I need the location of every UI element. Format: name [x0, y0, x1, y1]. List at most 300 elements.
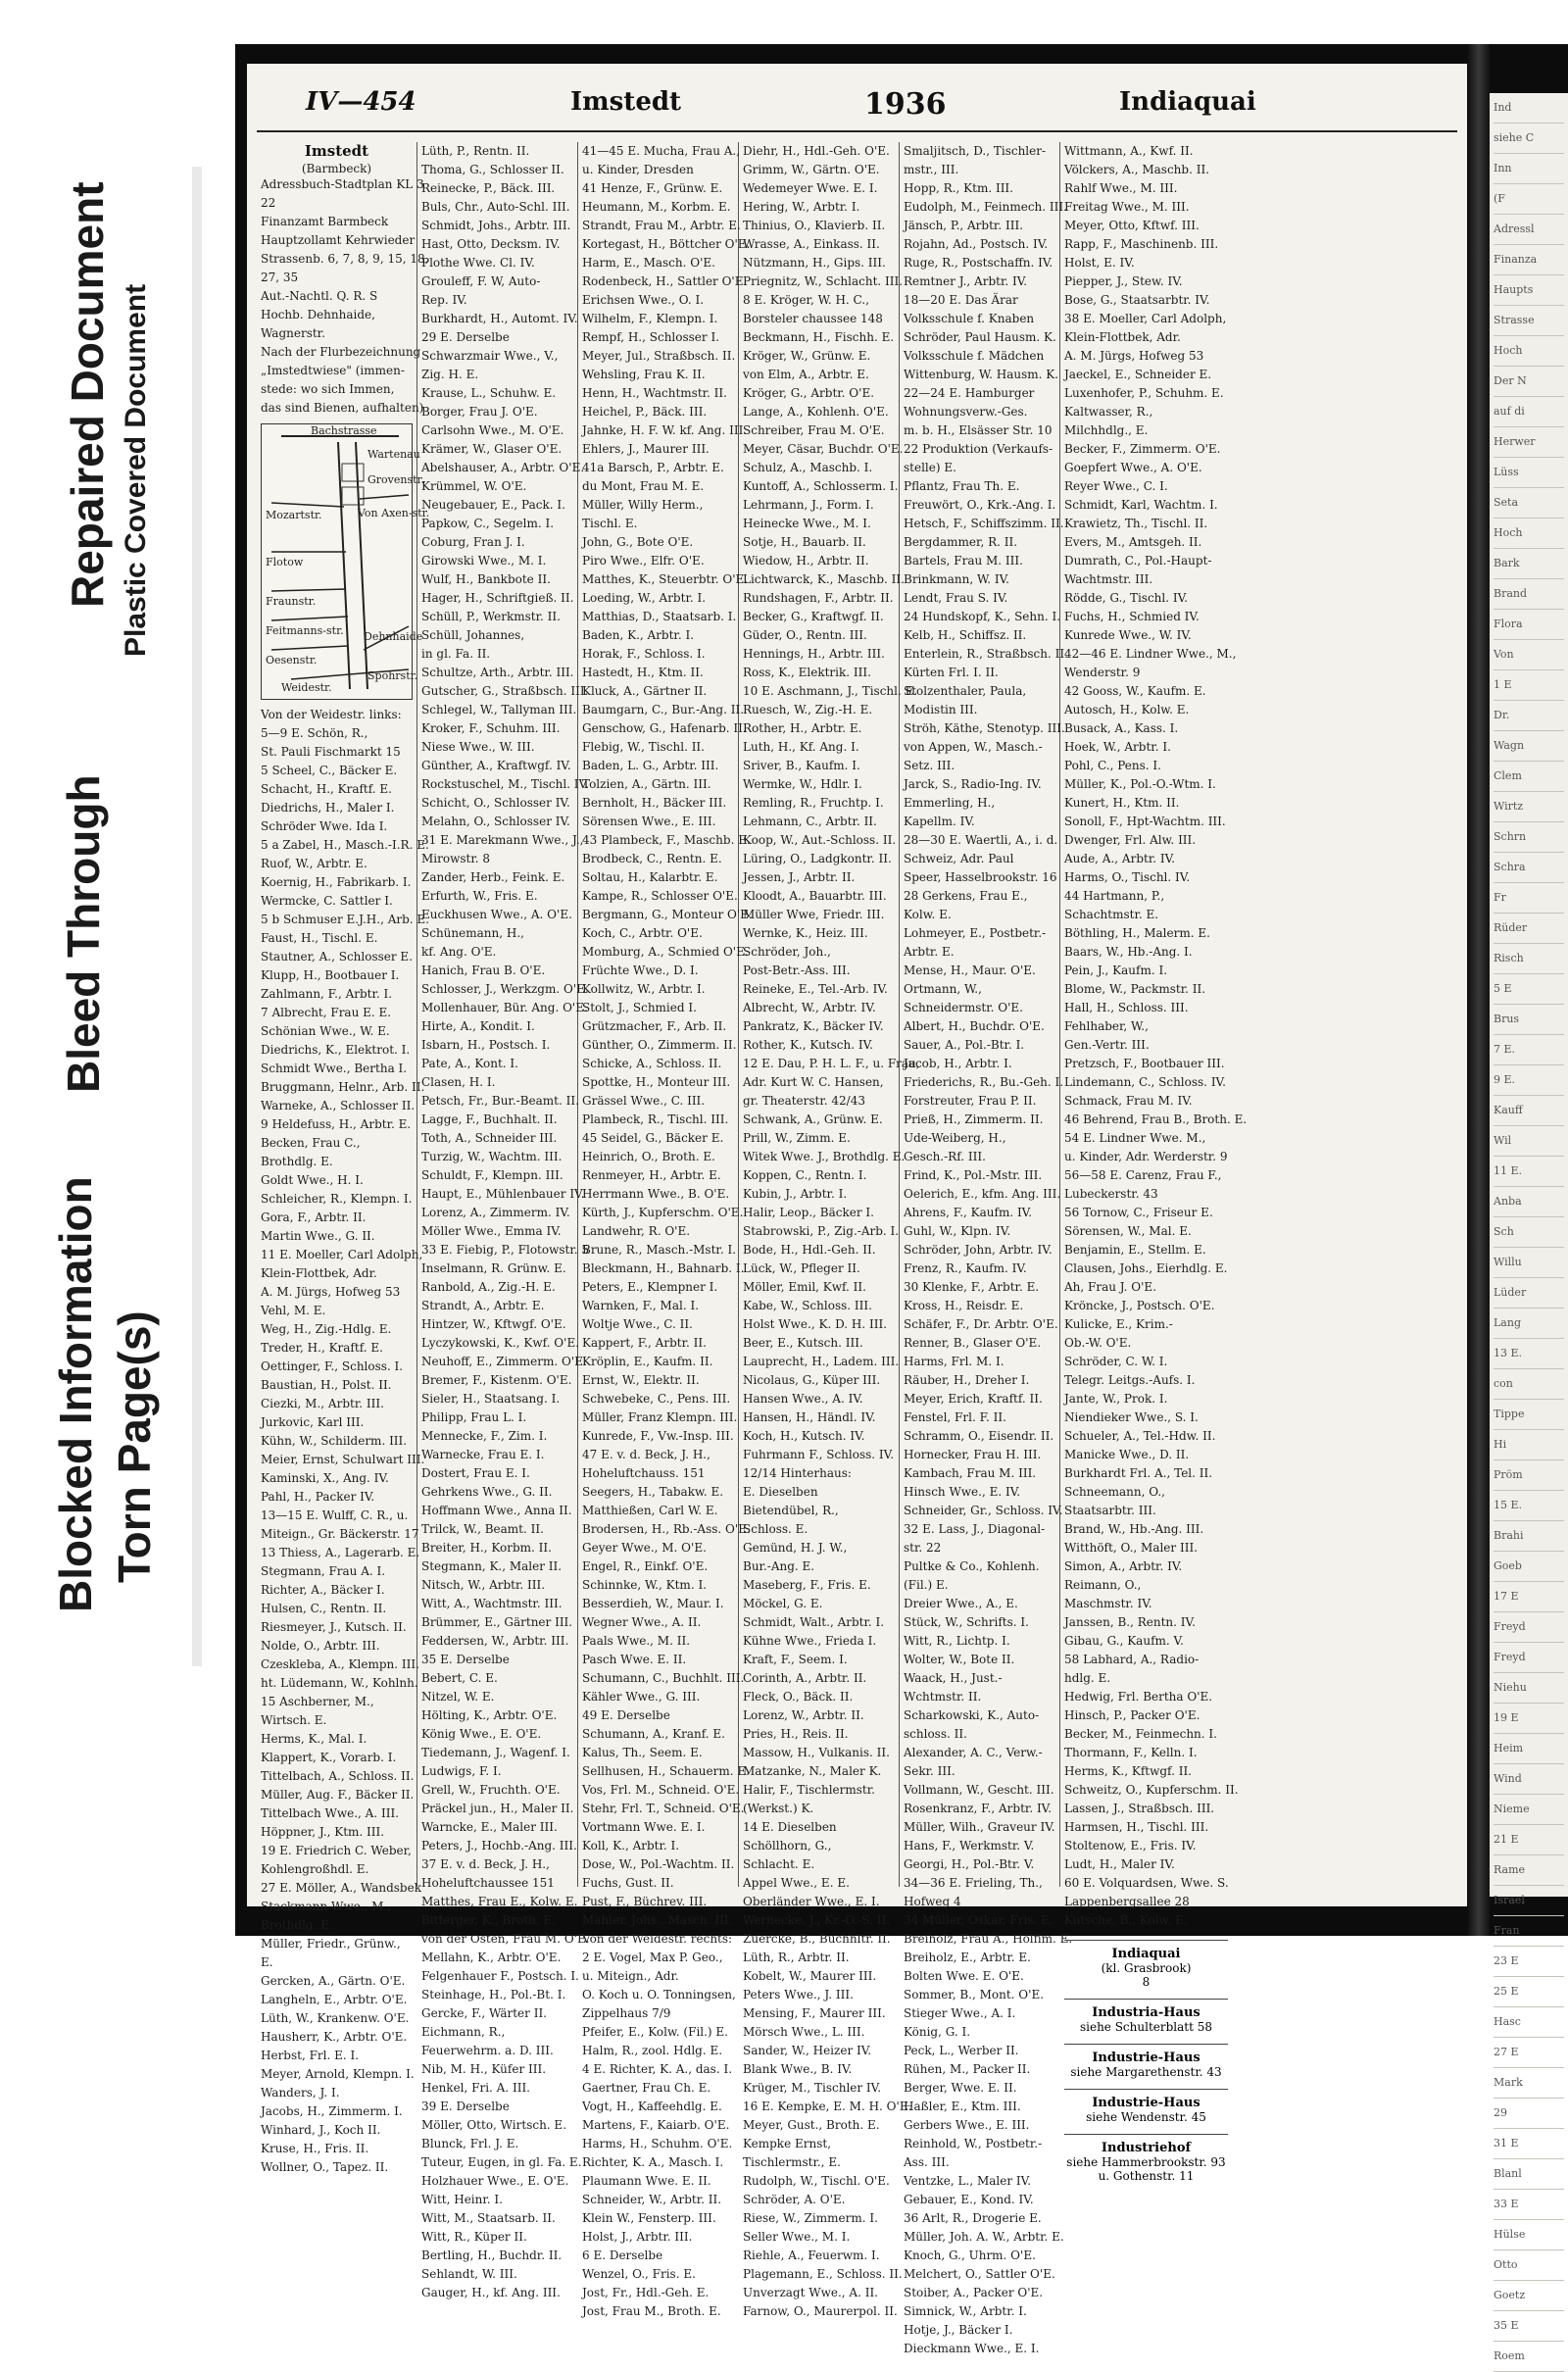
directory-entry: Arbtr. E. [904, 945, 955, 959]
directory-entry: Schultze, Arth., Arbtr. III. [421, 666, 574, 679]
next-page-fragment: Tippe [1494, 1400, 1564, 1430]
directory-entry: Witek Wwe. J., Brothdlg. E. [743, 1150, 906, 1163]
next-page-fragment: Blanl [1494, 2159, 1564, 2190]
directory-entry: Simon, A., Arbtr. IV. [1064, 1559, 1183, 1573]
directory-entry: mstr., III. [904, 163, 959, 176]
directory-entry: Carlsohn Wwe., M. O'E. [421, 423, 564, 437]
directory-entry: Meyer, Cäsar, Buchdr. O'E. [743, 442, 904, 456]
directory-entry: Stieger Wwe., A. I. [904, 2006, 1016, 2020]
directory-entry: Bergmann, G., Monteur O'E. [582, 908, 753, 921]
directory-entry: Freuwört, O., Krk.-Ang. I. [904, 498, 1056, 512]
directory-entry: Wehsling, Frau K. II. [582, 368, 706, 381]
directory-entry: Feddersen, W., Arbtr. III. [421, 1634, 569, 1648]
directory-entry: Hoffmann Wwe., Anna II. [421, 1504, 572, 1517]
directory-entry: Mahler, Johs., Masch. III. [582, 1913, 733, 1927]
directory-entry: 42 Gooss, W., Kaufm. E. [1064, 684, 1206, 698]
directory-entry: Heumann, M., Korbm. E. [582, 200, 731, 214]
directory-entry: Fuchs, Gust. II. [582, 1876, 674, 1890]
directory-entry: Erfurth, W., Fris. E. [421, 889, 538, 903]
directory-entry: Clasen, H. I. [421, 1075, 496, 1089]
directory-entry: Hetsch, F., Schiffszimm. II. [904, 517, 1064, 530]
directory-entry: Stautner, A., Schlosser E. [261, 950, 414, 964]
directory-entry: Sieler, H., Staatsang. I. [421, 1392, 561, 1406]
directory-entry: Jost, Fr., Hdl.-Geh. E. [582, 2286, 710, 2299]
directory-entry: Dwenger, Frl. Alw. III. [1064, 833, 1197, 847]
street-entries [261, 706, 429, 2177]
next-page-fragment: Clem [1494, 762, 1564, 792]
directory-entry: Kross, H., Reisdr. E. [904, 1299, 1024, 1312]
index-sub: siehe Wendenstr. 45 [1086, 2110, 1206, 2124]
directory-entry: Holst, J., Arbtr. III. [582, 2230, 693, 2244]
directory-entry: 5 Scheel, C., Bäcker E. [261, 764, 398, 777]
directory-entry: 18—20 E. Das Ärar [904, 293, 1018, 307]
tag-blocked-information: Blocked Information [50, 1176, 101, 1612]
column-1 [257, 142, 430, 2174]
directory-entry: Wirtsch. E. [261, 1713, 327, 1727]
directory-entry: Müller, Wilh., Graveur IV. [904, 1820, 1055, 1834]
info-line: stede: wo sich Immen, [261, 382, 395, 396]
directory-entry: Rödde, G., Tischl. IV. [1064, 591, 1188, 605]
directory-entry: Tuteur, Eugen, in gl. Fa. E. [421, 2155, 582, 2169]
directory-entry: Genschow, G., Hafenarb. II. [582, 721, 747, 735]
directory-entry: Lagge, F., Buchhalt. II. [421, 1112, 558, 1126]
directory-entry: 8 E. Kröger, W. H. C., [743, 293, 869, 307]
directory-entry: Stoiber, A., Packer O'E. [904, 2286, 1044, 2299]
next-page-fragment: Freyd [1494, 1643, 1564, 1673]
directory-entry: Tischlermstr., E. [743, 2155, 841, 2169]
directory-entry: Schueler, A., Tel.-Hdw. II. [1064, 1429, 1216, 1443]
directory-entry: Rundshagen, F., Arbtr. II. [743, 591, 894, 605]
directory-entry: Eichmann, R., [421, 2025, 506, 2039]
directory-entry: Sörensen, W., Mal. E. [1064, 1224, 1192, 1238]
directory-entry: Müller, K., Pol.-O.-Wtm. I. [1064, 777, 1216, 791]
next-page-fragment: Dr. [1494, 701, 1564, 731]
directory-entry: Oberländer Wwe., E. I. [743, 1895, 880, 1908]
directory-entry: Stück, W., Schrifts. I. [904, 1615, 1029, 1629]
directory-entry: Nitzel, W. E. [421, 1690, 495, 1704]
directory-entry: Zuercke, B., Buchhltr. II. [743, 1932, 891, 1946]
directory-entry: Thoma, G., Schlosser II. [421, 163, 564, 176]
directory-entry: Möller, Emil, Kwf. II. [743, 1280, 866, 1294]
directory-entry: 19 E. Friedrich C. Weber, [261, 1844, 412, 1857]
directory-entry: Vollmann, W., Gescht. III. [904, 1783, 1054, 1797]
directory-entry: Gerbers Wwe., E. III. [904, 2118, 1030, 2132]
directory-entry: Faust, H., Tischl. E. [261, 931, 378, 945]
map-label-feitmanns: Feitmanns-str. [266, 624, 344, 637]
info-line: Nach der Flurbezeichnung [261, 345, 421, 359]
directory-entry: Hölting, K., Arbtr. O'E. [421, 1708, 558, 1722]
directory-entry: Pries, H., Reis. II. [743, 1727, 849, 1741]
directory-entry: Lohmeyer, E., Postbetr.- [904, 926, 1047, 940]
directory-entry: Stolzenthaler, Paula, [904, 684, 1027, 698]
next-page-fragment: Otto [1494, 2250, 1564, 2281]
directory-entry: Vehl, M. E. [261, 1304, 326, 1317]
directory-entry: Witt, M., Staatsarb. II. [421, 2211, 556, 2225]
directory-entry: Rep. IV. [421, 293, 467, 307]
next-page-fragment: Roem [1494, 2342, 1564, 2372]
directory-entry: Zahlmann, F., Arbtr. I. [261, 987, 393, 1001]
directory-entry: Kulicke, E., Krim.- [1064, 1317, 1173, 1331]
directory-entry: Dreier Wwe., A., E. [904, 1597, 1018, 1610]
header-next-street: Indiaquai [1119, 87, 1256, 117]
directory-entry: Sellhusen, H., Schauerm. E. [582, 1764, 750, 1778]
directory-entry: Baumgarn, C., Bur.-Ang. II. [582, 703, 745, 717]
directory-entry: Lüring, O., Ladgkontr. II. [743, 852, 892, 865]
directory-entry: Schicht, O., Schlosser IV. [421, 796, 570, 810]
directory-entry: Setz. III. [904, 759, 956, 772]
directory-entry: Modistin III. [904, 703, 978, 717]
directory-entry: Philipp, Frau L. I. [421, 1410, 527, 1424]
directory-entry: Paals Wwe., M. II. [582, 1634, 691, 1648]
directory-entry: Reyer Wwe., C. I. [1064, 479, 1168, 493]
next-page-fragment: 27 E [1494, 2038, 1564, 2068]
directory-entry: Jost, Frau M., Broth. E. [582, 2304, 721, 2318]
directory-entry: Herms, K., Kftwgf. II. [1064, 1764, 1192, 1778]
directory-entry: Schwarzmair Wwe., V., [421, 349, 559, 363]
directory-entry: Matthias, D., Staatsarb. I. [582, 610, 737, 623]
directory-entry: Bebert, C. E. [421, 1671, 498, 1685]
directory-entry: Bolten Wwe. E. O'E. [904, 1969, 1024, 1983]
directory-entry: 36 Arlt, R., Drogerie E. [904, 2211, 1042, 2225]
directory-entry: Remling, R., Fruchtp. I. [743, 796, 884, 810]
directory-entry: Turzig, W., Wachtm. III. [421, 1150, 563, 1163]
directory-entry: 43 Plambeck, F., Maschb. E. [582, 833, 751, 847]
directory-entry: 56—58 E. Carenz, Frau F., [1064, 1168, 1222, 1182]
directory-entry: Henn, H., Wachtmstr. II. [582, 386, 727, 400]
directory-entry: Reinecke, P., Bäck. III. [421, 181, 556, 195]
directory-entry: Speer, Hasselbrookstr. 16 [904, 870, 1057, 884]
info-line: das sind Bienen, aufhalten) [261, 401, 424, 415]
directory-entry: Waack, H., Just.- [904, 1671, 1003, 1685]
directory-entry: Ruesch, W., Zig.-H. E. [743, 703, 873, 717]
index-title: Industrie-Haus [1092, 2096, 1200, 2110]
directory-entry: Kunrede, F., Vw.-Insp. III. [582, 1429, 734, 1443]
directory-entry: Krawietz, Th., Tischl. II. [1064, 517, 1208, 530]
directory-entry: Bartels, Frau M. III. [904, 554, 1023, 568]
tag-bleed-through: Bleed Through [58, 774, 109, 1093]
directory-entry: 15 Aschberner, M., [261, 1695, 374, 1708]
directory-entry: Herms, K., Mal. I. [261, 1732, 368, 1746]
next-page-fragment: Lüss [1494, 458, 1564, 488]
directory-entry: Rockstuschel, M., Tischl. IV. [421, 777, 589, 791]
directory-entry: Harms, Frl. M. I. [904, 1355, 1004, 1368]
directory-entry: Schulz, A., Maschb. I. [743, 461, 873, 474]
directory-entry: Gehrkens Wwe., G. II. [421, 1485, 553, 1499]
index-sub: siehe Hammerbrookstr. 93 u. Gothenstr. 11 [1066, 2155, 1226, 2183]
next-page-fragment: Hülse [1494, 2220, 1564, 2250]
directory-entry: Dose, W., Pol.-Wachtm. II. [582, 1857, 735, 1871]
directory-entry: Reimann, O., [1064, 1578, 1142, 1592]
directory-entry: Maschmstr. IV. [1064, 1597, 1152, 1610]
next-page-fragment: Niehu [1494, 1673, 1564, 1704]
directory-entry: Reineke, E., Tel.-Arb. IV. [743, 982, 888, 996]
directory-entry: Nützmann, H., Gips. III. [743, 256, 886, 270]
directory-entry: Coburg, Fran J. I. [421, 535, 525, 549]
directory-entry: von Appen, W., Masch.- [904, 740, 1043, 754]
directory-entry: Zippelhaus 7/9 [582, 2006, 671, 2020]
directory-entry: Gutscher, G., Straßbsch. III. [421, 684, 589, 698]
directory-entry: Matthes, K., Steuerbtr. O'E. [582, 572, 749, 586]
directory-entry: Schwank, A., Grünw. E. [743, 1112, 883, 1126]
info-line: Wagnerstr. [261, 326, 325, 340]
directory-entry: Gora, F., Arbtr. II. [261, 1211, 367, 1224]
directory-entry: u. Miteign., Adr. [582, 1969, 679, 1983]
directory-entry: Rother, K., Kutsch. IV. [743, 1038, 873, 1052]
directory-entry: Farnow, O., Maurerpol. II. [743, 2304, 898, 2318]
directory-entry: Lüth, P., Rentn. II. [421, 144, 530, 158]
directory-entry: Burkhardt Frl. A., Tel. II. [1064, 1466, 1213, 1480]
next-page-fragment: Pröm [1494, 1460, 1564, 1491]
directory-entry: A. M. Jürgs, Hofweg 53 [261, 1285, 401, 1299]
next-page-fragment: Brahi [1494, 1521, 1564, 1552]
directory-entry: Riese, W., Zimmerm. I. [743, 2211, 878, 2225]
next-page-fragment: Bark [1494, 549, 1564, 579]
directory-entry: m. b. H., Elsässer Str. 10 [904, 423, 1053, 437]
directory-entry: Harms, H., Schuhm. O'E. [582, 2137, 733, 2150]
directory-entry: Bertling, H., Buchdr. II. [421, 2248, 563, 2262]
directory-entry: Jarck, S., Radio-Ing. IV. [904, 777, 1042, 791]
directory-entry: Halm, R., zool. Hdlg. E. [582, 2044, 723, 2057]
directory-entry: 7 Albrecht, Frau E. E. [261, 1006, 392, 1019]
next-page-fragment: 21 E [1494, 1825, 1564, 1855]
directory-entry: Sehlandt, W. III. [421, 2267, 517, 2281]
directory-entry: Alexander, A. C., Verw.- [904, 1746, 1043, 1759]
directory-entry: Wernke, K., Heiz. III. [743, 926, 868, 940]
directory-entry: 41a Barsch, P., Arbtr. E. [582, 461, 724, 474]
directory-entry: Horak, F., Schloss. I. [582, 647, 706, 661]
directory-entry: Hotje, J., Bäcker I. [904, 2323, 1013, 2337]
index-sub: (kl. Grasbrook) [1101, 1961, 1192, 1975]
directory-entry: 9 Heldefuss, H., Arbtr. E. [261, 1117, 412, 1131]
directory-entry: Lauprecht, H., Ladem. III. [743, 1355, 900, 1368]
directory-entry: Bietendübel, R., [743, 1504, 839, 1517]
tag-torn-pages: Torn Page(s) [109, 1310, 160, 1583]
directory-entry: Buls, Chr., Auto-Schl. III. [421, 200, 570, 214]
directory-entry: Schinnke, W., Ktm. I. [582, 1578, 707, 1592]
directory-entry: Janssen, B., Rentn. IV. [1064, 1615, 1196, 1629]
directory-entry: Strandt, A., Arbtr. E. [421, 1299, 545, 1312]
directory-entry: Schneemann, O., [1064, 1485, 1165, 1499]
street-info [261, 175, 429, 418]
next-page-fragment: Der N [1494, 367, 1564, 397]
directory-entry: Höppner, J., Ktm. III. [261, 1825, 385, 1839]
directory-entry: Kohlengroßhdl. E. [261, 1862, 369, 1876]
directory-entry: Volksschule f. Knaben [904, 312, 1035, 325]
directory-entry: Räuber, H., Dreher I. [904, 1373, 1030, 1387]
directory-entry: Trilck, W., Beamt. II. [421, 1522, 544, 1536]
street-district: (Barmbeck) [301, 162, 372, 175]
directory-entry: Koppen, C., Rentn. I. [743, 1168, 867, 1182]
directory-entry: St. Pauli Fischmarkt 15 [261, 745, 401, 759]
directory-entry: Möller, Otto, Wirtsch. E. [421, 2118, 567, 2132]
directory-entry: Hopp, R., Ktm. III. [904, 181, 1013, 195]
directory-entry: Treder, H., Kraftf. E. [261, 1341, 383, 1355]
directory-entry: Nib, M. H., Küfer III. [421, 2062, 547, 2076]
directory-entry: u. Kinder, Dresden [582, 163, 694, 176]
directory-entry: Besserdieh, W., Maur. I. [582, 1597, 724, 1610]
directory-entry: Müller, Franz Klempn. III. [582, 1410, 738, 1424]
directory-entry: Rudolph, W., Tischl. O'E. [743, 2174, 890, 2188]
directory-entry: König, G. I. [904, 2025, 971, 2039]
directory-entry: Luth, H., Kf. Ang. I. [743, 740, 859, 754]
directory-entry: stelle) E. [904, 461, 956, 474]
directory-entry: Heinrich, O., Broth. E. [582, 1150, 715, 1163]
directory-entry: Harmsen, H., Tischl. III. [1064, 1820, 1209, 1834]
directory-entry: Wittmann, A., Kwf. II. [1064, 144, 1194, 158]
directory-entry: Breiter, H., Korbm. II. [421, 1541, 552, 1555]
directory-entry: Bernholt, H., Bäcker III. [582, 796, 727, 810]
next-page-fragment: Hoch [1494, 519, 1564, 549]
directory-entry: Gemünd, H. J. W., [743, 1541, 848, 1555]
directory-entry: Neugebauer, E., Pack. I. [421, 498, 565, 512]
directory-entry: Brothdlg. E. [261, 1918, 333, 1932]
directory-entry: Hedwig, Frl. Bertha O'E. [1064, 1690, 1213, 1704]
directory-entry: Pankratz, K., Bäcker IV. [743, 1019, 884, 1033]
directory-entry: Wernecke, J., Kr.-O.-S. II. [743, 1913, 891, 1927]
directory-entry: Martin Wwe., G. II. [261, 1229, 375, 1243]
directory-entry: Kürth, J., Kupferschm. O'E. [582, 1206, 744, 1219]
directory-entry: Seller Wwe., M. I. [743, 2230, 851, 2244]
directory-entry: Nolde, O., Arbtr. III. [261, 1639, 380, 1653]
directory-entry: Becker, M., Feinmechn. I. [1064, 1727, 1217, 1741]
directory-entry: Diedrichs, K., Elektrot. I. [261, 1043, 411, 1057]
directory-entry: Schumann, A., Kranf. E. [582, 1727, 725, 1741]
directory-entry: Schmidt, Karl, Wachtm. I. [1064, 498, 1218, 512]
next-page-fragment: Sch [1494, 1217, 1564, 1248]
directory-entry: Vogt, H., Kaffeehdlg. E. [582, 2100, 722, 2113]
next-page-fragment: Hi [1494, 1430, 1564, 1460]
directory-entry: Lorenz, W., Arbtr. II. [743, 1708, 864, 1722]
directory-entry: Borsteler chaussee 148 [743, 312, 883, 325]
index-extra: 8 [1142, 1975, 1151, 1989]
directory-entry: Wittenburg, W. Hausm. K. [904, 368, 1059, 381]
directory-entry: Hansen Wwe., A. IV. [743, 1392, 863, 1406]
map-label-mozartstr: Mozartstr. [266, 509, 322, 521]
directory-entry: Langheln, E., Arbtr. O'E. [261, 1993, 408, 2006]
directory-entry: Schlacht. E. [743, 1857, 815, 1871]
directory-entry: Witt, R., Lichtp. I. [904, 1634, 1010, 1648]
directory-entry: Stegmann, K., Maler II. [421, 1559, 563, 1573]
directory-entry: Grimm, W., Gärtn. O'E. [743, 163, 880, 176]
directory-entry: Tiedemann, J., Wagenf. I. [421, 1746, 570, 1759]
directory-entry: Ahrens, F., Kaufm. IV. [904, 1206, 1033, 1219]
directory-entry: Plagemann, E., Schloss. II. [743, 2267, 903, 2281]
directory-entry: Kluck, A., Gärtner II. [582, 684, 708, 698]
directory-entry: Lehrmann, J., Form. I. [743, 498, 874, 512]
directory-entry: 41—45 E. Mucha, Frau A., [582, 144, 741, 158]
directory-entry: Völckers, A., Maschb. II. [1064, 163, 1210, 176]
directory-entry: Miteign., Gr. Bäckerstr. 17 [261, 1527, 419, 1541]
directory-entry: Hulsen, C., Rentn. II. [261, 1602, 387, 1615]
directory-entry: Borger, Frau J. O'E. [421, 405, 538, 419]
directory-entry: 41 Henze, F., Grünw. E. [582, 181, 723, 195]
directory-entry: kf. Ang. O'E. [421, 945, 497, 959]
directory-entry: Gauger, H., kf. Ang. III. [421, 2286, 561, 2299]
directory-entry: Busack, A., Kass. I. [1064, 721, 1179, 735]
next-page-fragment: Nieme [1494, 1795, 1564, 1825]
directory-entry: Riesmeyer, J., Kutsch. II. [261, 1620, 407, 1634]
directory-entry: Autosch, H., Kolw. E. [1064, 703, 1190, 717]
directory-entry: Fleck, O., Bäck. II. [743, 1690, 854, 1704]
directory-entry: Rühen, M., Packer II. [904, 2062, 1031, 2076]
index-box [1064, 2044, 1228, 2079]
directory-columns [257, 142, 1457, 2355]
directory-entry: Remtner J., Arbtr. IV. [904, 274, 1028, 288]
directory-entry: in gl. Fa. II. [421, 647, 491, 661]
directory-entry: Wohnungsverw.-Ges. [904, 405, 1028, 419]
directory-entry: Schröder, C. W. I. [1064, 1355, 1168, 1368]
info-line: Hauptzollamt Kehrwieder [261, 233, 416, 247]
directory-entry: Massow, H., Vulkanis. II. [743, 1746, 890, 1759]
directory-entry: Spottke, H., Monteur III. [582, 1075, 731, 1089]
index-box [1064, 1940, 1228, 1989]
next-page-fragment: 15 E. [1494, 1491, 1564, 1521]
next-page-fragment: con [1494, 1369, 1564, 1400]
street-map [261, 423, 430, 700]
directory-entry: Schreiber, Frau M. O'E. [743, 423, 885, 437]
directory-entry: Hans, F., Werkmstr. V. [904, 1839, 1035, 1853]
directory-entry: Jurkovic, Karl III. [261, 1415, 365, 1429]
directory-entry: Hager, H., Schriftgieß. II. [421, 591, 574, 605]
directory-entry: Ortmann, W., [904, 982, 982, 996]
directory-entry: Bremer, F., Kistenm. O'E. [421, 1373, 572, 1387]
directory-entry: Müller, Joh. A. W., Arbtr. E. [904, 2230, 1064, 2244]
directory-entry: Brothdlg. E. [261, 1155, 333, 1168]
directory-entry: 49 E. Derselbe [582, 1708, 670, 1722]
next-page-fragment: Risch [1494, 944, 1564, 974]
directory-entry: Bitterger, K., Broth. E. [421, 1913, 556, 1927]
directory-entry: Toth, A., Schneider III. [421, 1131, 558, 1145]
directory-entry: Thormann, F., Kelln. I. [1064, 1746, 1198, 1759]
directory-entry: Hirte, A., Kondit. I. [421, 1019, 535, 1033]
directory-entry: Mirowstr. 8 [421, 852, 491, 865]
directory-entry: Lindemann, C., Schloss. IV. [1064, 1075, 1226, 1089]
map-label-von-axen: Von Axen-str. [358, 507, 430, 519]
info-line: „Imstedtwiese" (immen- [261, 364, 405, 377]
directory-entry: Strandt, Frau M., Arbtr. E. [582, 219, 741, 232]
next-page-fragment: Heim [1494, 1734, 1564, 1764]
next-page-fragment: 7 E. [1494, 1035, 1564, 1065]
directory-entry: Lück, W., Pfleger II. [743, 1261, 860, 1275]
directory-entry: Schleicher, R., Klempn. I. [261, 1192, 413, 1206]
next-page-fragment: Kauff [1494, 1096, 1564, 1126]
directory-entry: 44 Hartmann, P., [1064, 889, 1165, 903]
directory-entry: Knoch, G., Uhrm. O'E. [904, 2248, 1036, 2262]
directory-entry: Momburg, A., Schmied O'E. [582, 945, 749, 959]
directory-entry: Schöllhorn, G., [743, 1839, 832, 1853]
directory-entry: (Werkst.) K. [743, 1802, 814, 1815]
directory-entry: Stackmann Wwe., M., [261, 1900, 392, 1913]
directory-entry: Hintzer, W., Kftwgf. O'E. [421, 1317, 566, 1331]
directory-entry: Kunert, H., Ktm. II. [1064, 796, 1180, 810]
directory-entry: Burkhardt, H., Automt. IV. [421, 312, 578, 325]
directory-entry: Lyczykowski, K., Kwf. O'E. [421, 1336, 580, 1350]
index-box [1064, 2089, 1228, 2124]
directory-entry: Kaltwasser, R., [1064, 405, 1153, 419]
directory-entry: 10 E. Aschmann, J., Tischl. E. [743, 684, 918, 698]
directory-entry: Kortegast, H., Böttcher O'E. [582, 237, 751, 251]
directory-entry: 47 E. v. d. Beck, J. H., [582, 1448, 710, 1461]
directory-entry: 6 E. Derselbe [582, 2248, 663, 2262]
directory-entry: Gercken, A., Gärtn. O'E. [261, 1974, 406, 1988]
directory-entry: Tolzien, A., Gärtn. III. [582, 777, 711, 791]
next-page-fragment: 9 E. [1494, 1065, 1564, 1096]
directory-entry: Von der Weidestr. links: [261, 708, 402, 721]
directory-entry: str. 22 [904, 1541, 942, 1555]
directory-entry: Jacob, H., Arbtr. I. [904, 1057, 1012, 1070]
directory-entry: Hansen, H., Händl. IV. [743, 1410, 876, 1424]
directory-entry: Schramm, O., Eisendr. II. [904, 1429, 1054, 1443]
